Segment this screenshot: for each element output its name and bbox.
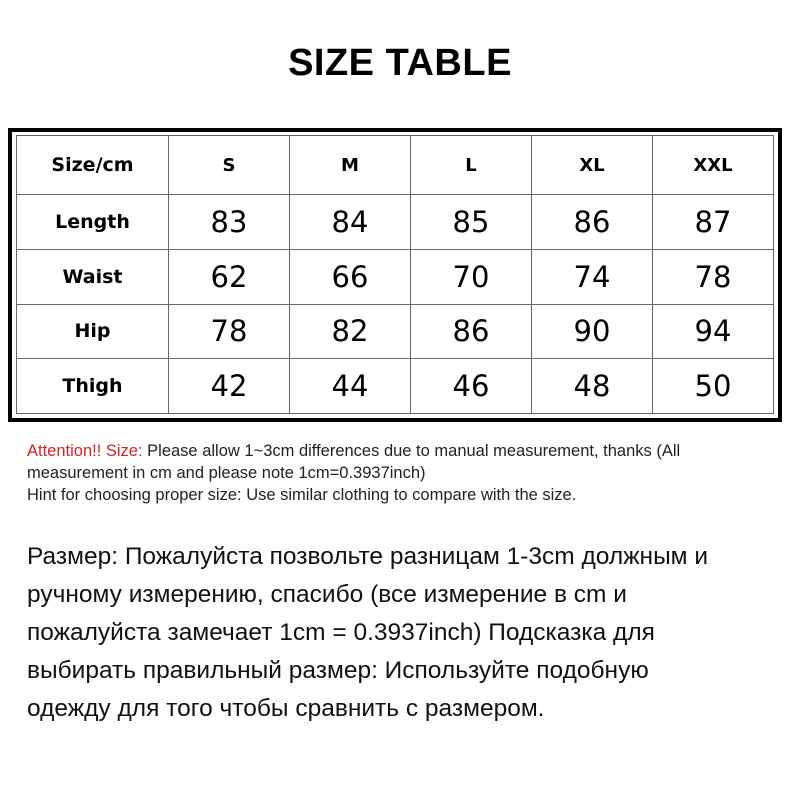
size-column-header: S [169,136,290,195]
size-column-header: XXL [653,136,774,195]
table-cell: 50 [653,359,774,414]
russian-note-line: одежду для того чтобы сравнить с размером. [27,695,545,722]
russian-note-line: ручному измерению, спасибо (все измерение в cm и [27,581,627,608]
table-cell: 83 [169,195,290,250]
table-cell: 78 [653,249,774,304]
note-line-3: Hint for choosing proper size: Use similar clothing to compare with the size. [27,486,577,504]
russian-note-line: выбирать правильный размер: Используйте подобную [27,657,649,684]
table-cell: 85 [411,195,532,250]
table-cell: 90 [532,304,653,359]
table-cell: 48 [532,359,653,414]
table-cell: 46 [411,359,532,414]
note-line-1 [27,440,787,462]
table-cell: 74 [532,249,653,304]
size-column-header: L [411,136,532,195]
table-row [17,304,774,359]
row-label-hip: Hip [17,304,169,359]
note-line-1-text: Please allow 1~3cm differences due to manual measurement, thanks (All [142,442,681,460]
table-row [17,359,774,414]
table-cell: 42 [169,359,290,414]
table-cell: 84 [290,195,411,250]
size-header-label: Size/cm [17,136,169,195]
russian-note-line: Размер: Пожалуйста позвольте разницам 1-3cm должным и [27,543,709,570]
table-cell: 70 [411,249,532,304]
page-title: SIZE TABLE [288,42,512,84]
table-header-row [17,136,774,195]
measurement-note [27,440,787,506]
table-cell: 86 [532,195,653,250]
table-cell: 62 [169,249,290,304]
table-row [17,249,774,304]
table-cell: 78 [169,304,290,359]
table-cell: 44 [290,359,411,414]
row-label-thigh: Thigh [17,359,169,414]
russian-note-line: пожалуйста замечает 1cm = 0.3937inch) Подсказка для [27,619,655,646]
attention-label: Attention!! Size: [27,442,143,460]
table-cell: 86 [411,304,532,359]
size-column-header: M [290,136,411,195]
row-label-length: Length [17,195,169,250]
table-cell: 82 [290,304,411,359]
size-table [16,135,774,414]
table-cell: 94 [653,304,774,359]
table-row [17,195,774,250]
size-table-frame [8,128,782,422]
table-cell: 66 [290,249,411,304]
table-cell: 87 [653,195,774,250]
russian-note [27,538,800,728]
row-label-waist: Waist [17,249,169,304]
note-line-2: measurement in cm and please note 1cm=0.3937inch) [27,464,426,482]
size-column-header: XL [532,136,653,195]
